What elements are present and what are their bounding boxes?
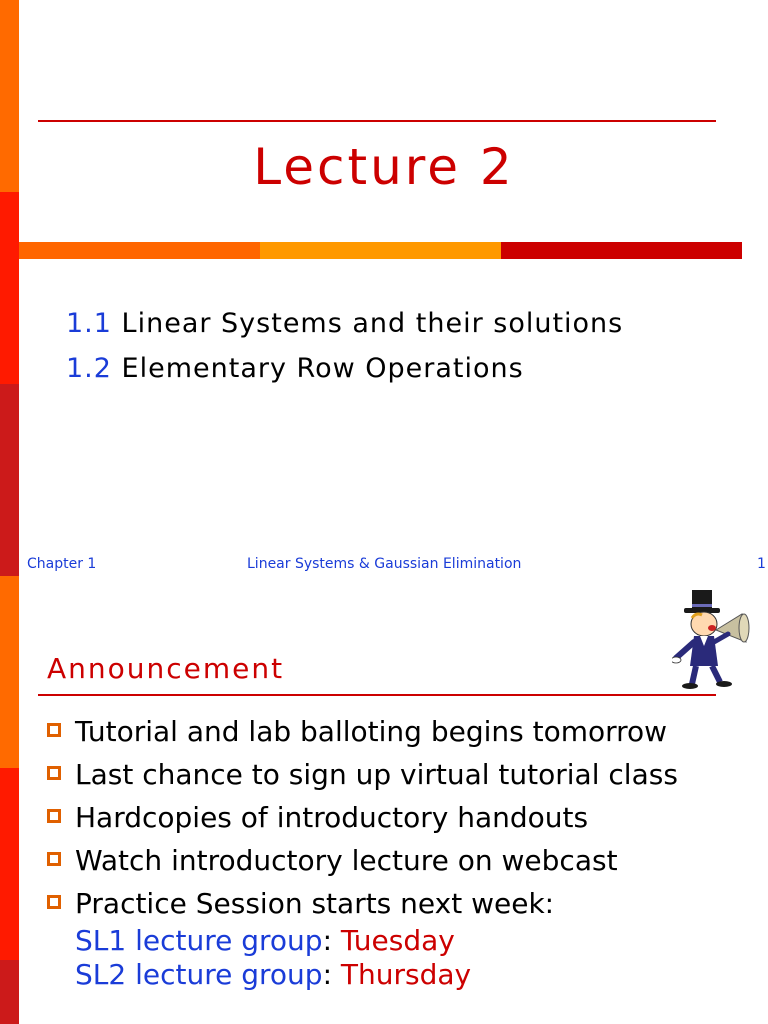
bullet-box-icon <box>47 766 61 780</box>
bullet-box-icon <box>47 852 61 866</box>
page-title: Lecture 2 <box>253 138 515 196</box>
bullet-box-icon <box>47 895 61 909</box>
topic-text: Linear Systems and their solutions <box>121 308 624 339</box>
topic-item <box>66 353 524 384</box>
session-separator: : <box>322 958 332 991</box>
topic-number: 1.2 <box>66 353 112 384</box>
session-group: SL1 lecture group <box>75 924 323 957</box>
topic-text: Elementary Row Operations <box>121 353 524 384</box>
announcement-item <box>47 887 554 920</box>
announcement-text: Hardcopies of introductory handouts <box>75 801 589 834</box>
session-day: Thursday <box>340 958 472 991</box>
session-group: SL2 lecture group <box>75 958 323 991</box>
announcement-heading: Announcement <box>47 652 285 685</box>
announcement-item <box>47 844 618 877</box>
announcement-text: Tutorial and lab balloting begins tomorrow <box>75 715 668 748</box>
session-line <box>75 958 471 991</box>
topic-number: 1.1 <box>66 308 112 339</box>
bullet-box-icon <box>47 723 61 737</box>
announcement-item <box>47 801 588 834</box>
session-separator: : <box>322 924 332 957</box>
footer-page-number: 1 <box>757 556 766 572</box>
session-line <box>75 924 455 957</box>
heading-rule <box>38 694 716 696</box>
announcement-text: Last chance to sign up virtual tutorial class <box>75 758 678 791</box>
announcement-item <box>47 758 678 791</box>
announcement-text: Practice Session starts next week: <box>75 887 555 920</box>
announcement-text: Watch introductory lecture on webcast <box>75 844 618 877</box>
session-day: Tuesday <box>340 924 455 957</box>
topic-item <box>66 308 623 339</box>
title-top-rule <box>38 120 716 122</box>
footer-subject: Linear Systems & Gaussian Elimination <box>247 556 522 572</box>
announcer-clipart <box>672 584 764 692</box>
bullet-box-icon <box>47 809 61 823</box>
footer-chapter: Chapter 1 <box>27 556 97 572</box>
announcement-item <box>47 715 667 748</box>
